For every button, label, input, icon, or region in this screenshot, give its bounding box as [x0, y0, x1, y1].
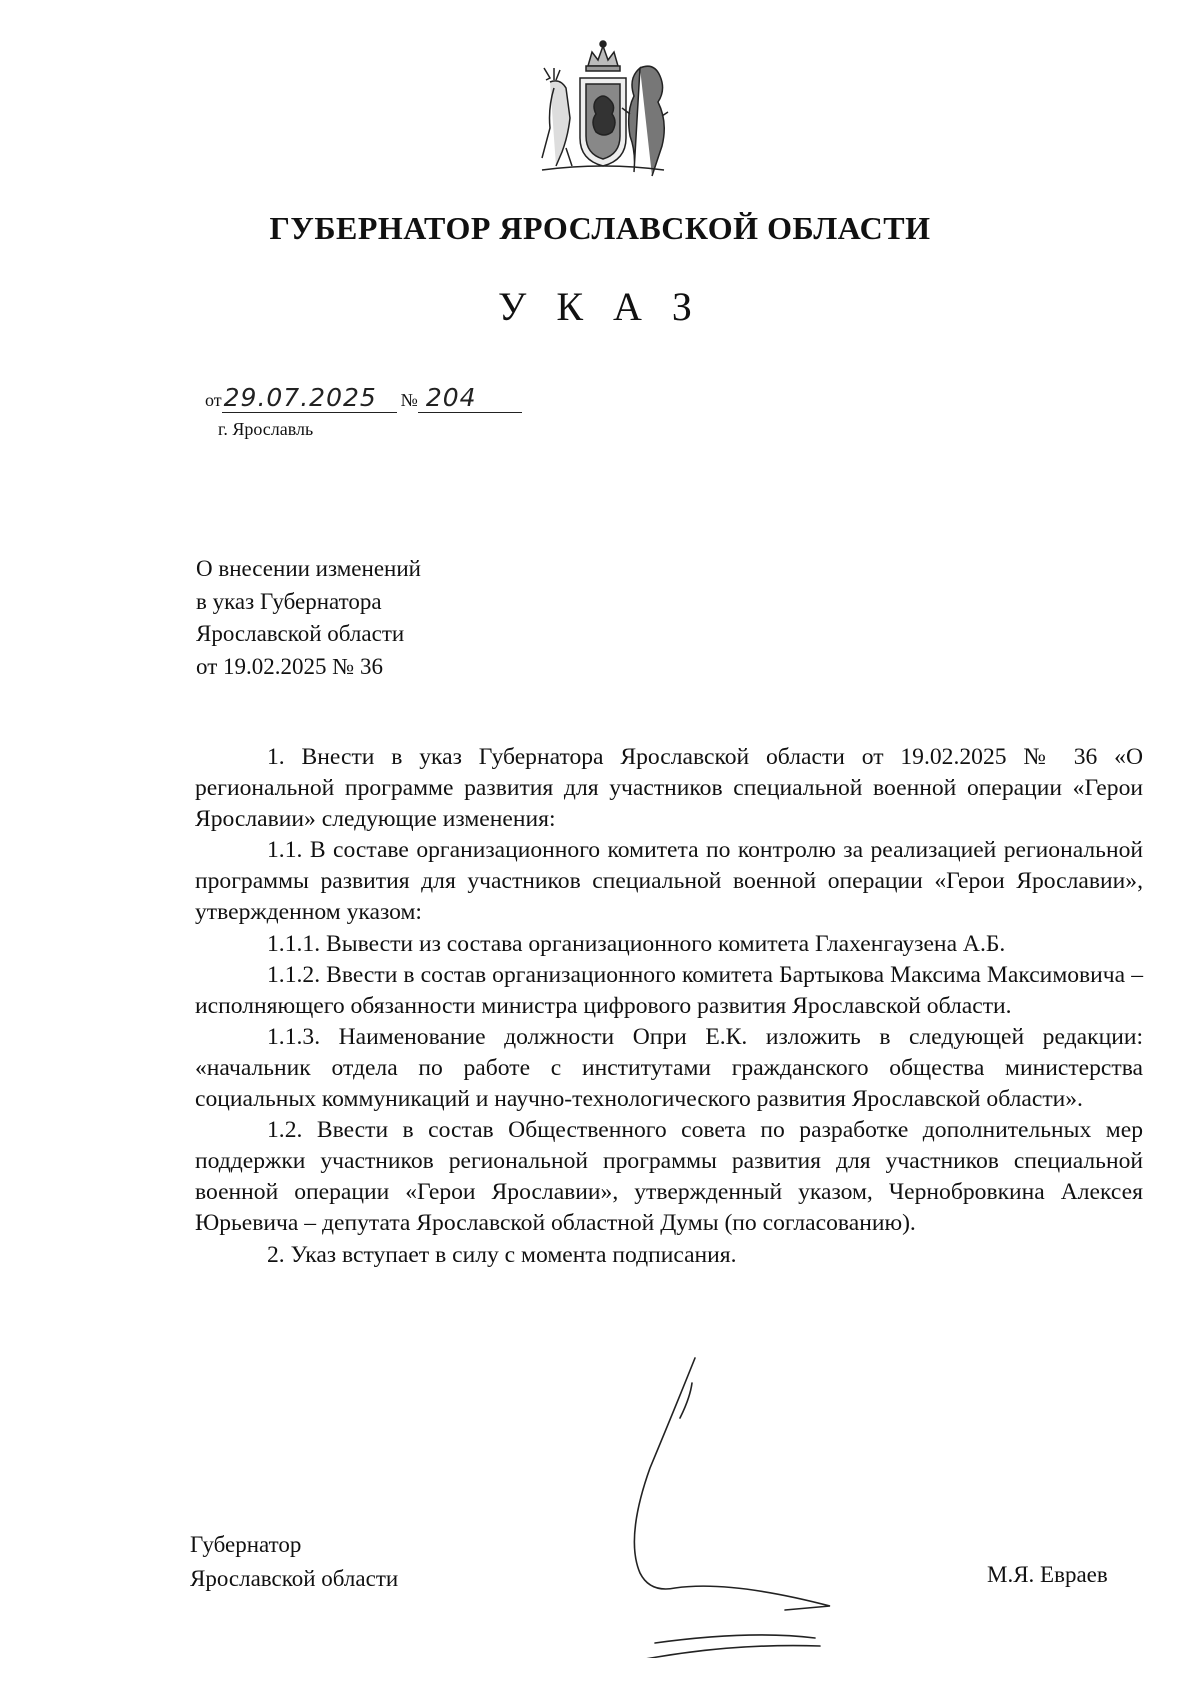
signatory-title	[190, 1528, 398, 1596]
coat-of-arms-emblem	[530, 38, 676, 178]
date-number-line	[205, 383, 522, 413]
document-type-title: У К А З	[498, 284, 702, 329]
handwritten-signature	[580, 1348, 880, 1658]
decree-number: 204	[418, 383, 522, 413]
decree-date: 29.07.2025	[222, 383, 397, 413]
decree-subject	[196, 553, 421, 683]
clause-1: 1. Внести в указ Губернатора Ярославской области от 19.02.2025 № 36 «О региональной программе развития для участников специальной военной операции «Герои Ярославии» следующие изменения:	[195, 744, 1143, 833]
subject-line: Ярославской области	[196, 621, 405, 646]
clause-2: 2. Указ вступает в силу с момента подписания.	[267, 1241, 737, 1268]
date-prefix: от	[205, 390, 222, 410]
decree-body	[195, 742, 1143, 1271]
clause-1-1-1: 1.1.1. Вывести из состава организационного комитета Глахенгаузена А.Б.	[267, 930, 1006, 957]
clause-1-1: 1.1. В составе организационного комитета по контролю за реализацией региональной программы развития для участников специальной военной операции «Герои Ярославии», утвержденном указом:	[195, 837, 1143, 926]
clause-1-1-3: 1.1.3. Наименование должности Опри Е.К. изложить в следующей редакции: «начальник отдела по работе с институтами гражданского общества министерства социальных коммуникаций и научно-технологического развития Ярославской области».	[195, 1023, 1143, 1113]
city-label: г. Ярославль	[218, 419, 314, 439]
clause-1-2: 1.2. Ввести в состав Общественного совета по разработке дополнительных мер поддержки участников региональной программы развития для участников специальной военной операции «Герои Ярославии», утвержденный указом, Чернобровкина Алексея Юрьевича – депутата Ярославской областной Думы (по согласованию).	[195, 1117, 1143, 1237]
subject-line: от 19.02.2025 № 36	[196, 653, 383, 679]
signatory-title-line: Ярославской области	[190, 1566, 399, 1591]
signatory-name: М.Я. Евраев	[987, 1562, 1108, 1587]
clause-1-1-2: 1.1.2. Ввести в состав организационного комитета Бартыкова Максима Максимовича – исполняющего обязанности министра цифрового развития Ярославской области.	[195, 961, 1143, 1019]
number-prefix: №	[400, 390, 418, 410]
issuing-authority-heading: ГУБЕРНАТОР ЯРОСЛАВСКОЙ ОБЛАСТИ	[269, 210, 931, 246]
subject-line: в указ Губернатора	[196, 588, 382, 614]
signatory-title-line: Губернатор	[190, 1532, 302, 1557]
subject-line: О внесении изменений	[196, 556, 421, 581]
